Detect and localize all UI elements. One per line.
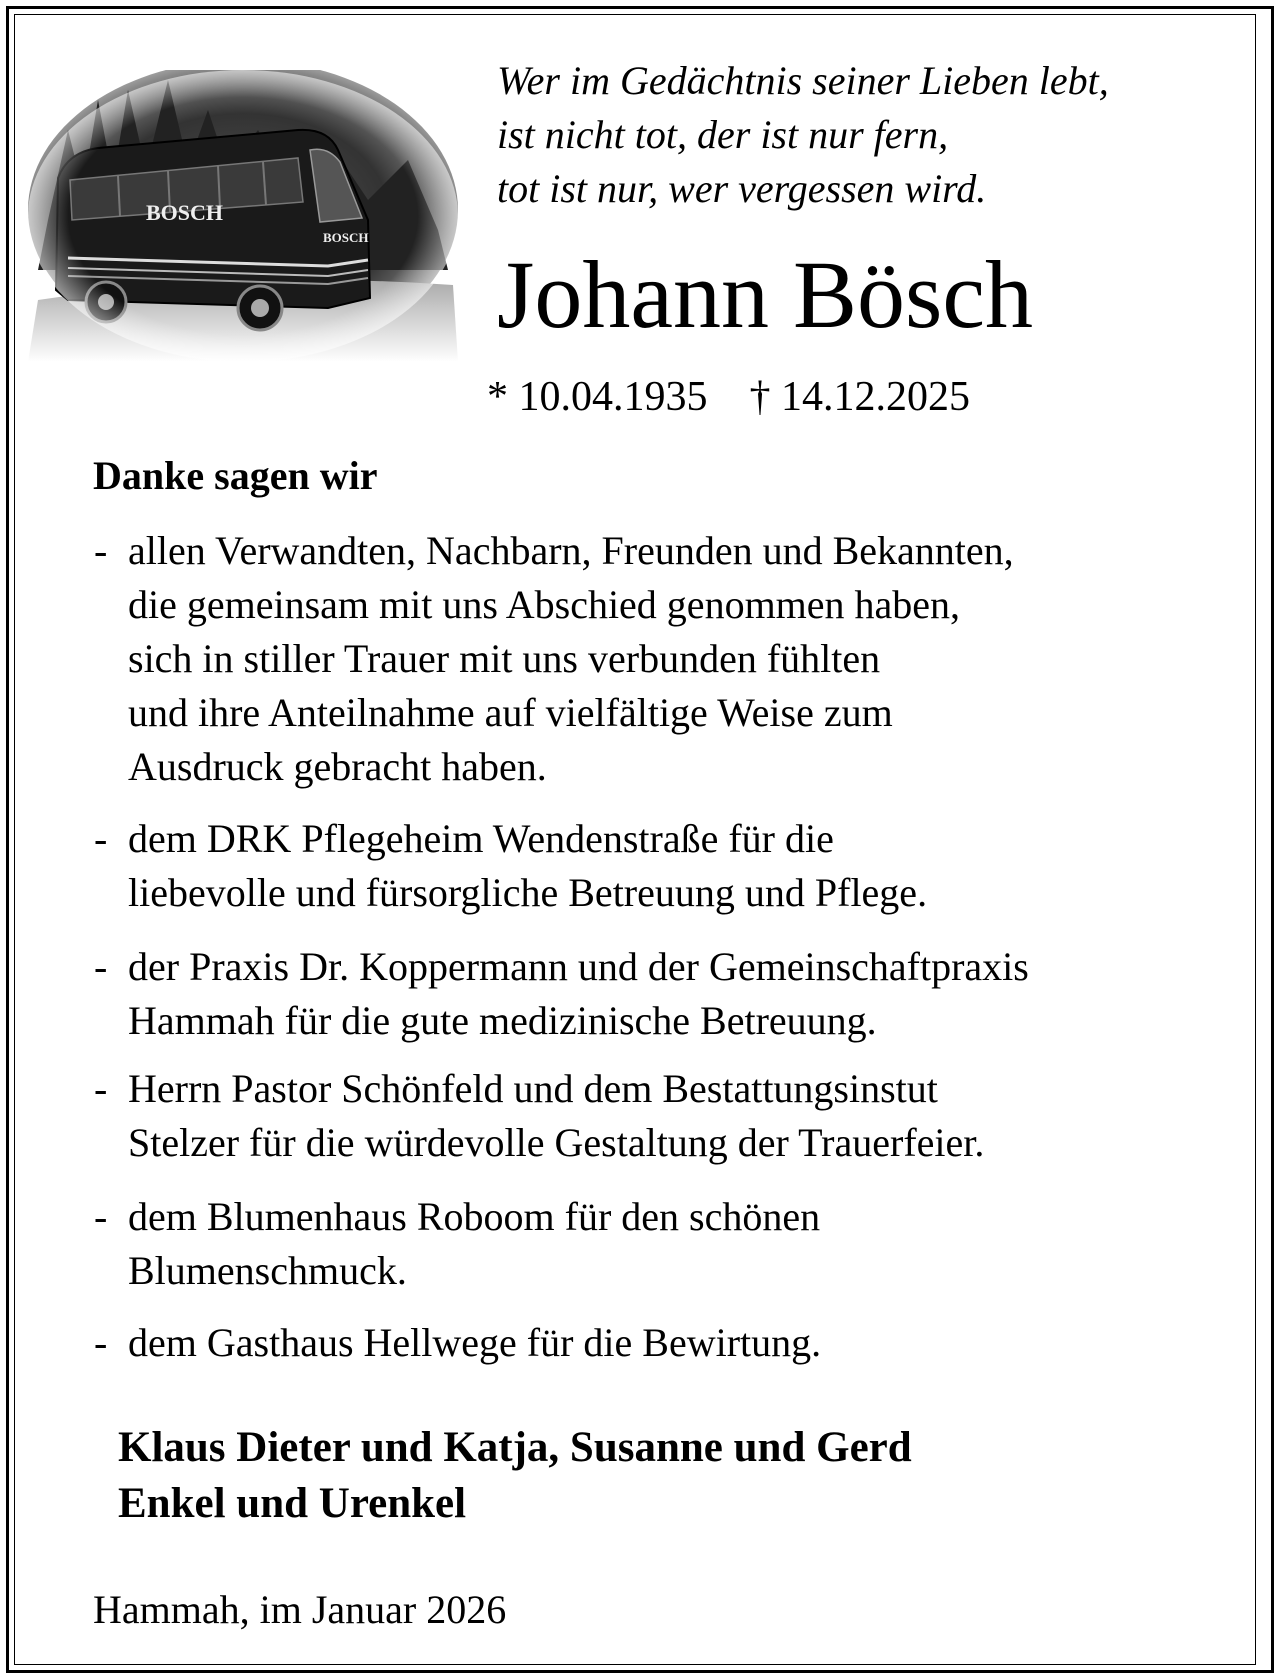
thanks-item xyxy=(94,940,1029,1048)
thanks-line: Ausdruck gebracht haben. xyxy=(128,744,547,789)
thanks-line: sich in stiller Trauer mit uns verbunden fühlten xyxy=(128,636,881,681)
thanks-item xyxy=(94,524,1014,794)
thanks-line: der Praxis Dr. Koppermann und der Gemeinschaftpraxis xyxy=(128,944,1029,989)
place-date: Hammah, im Januar 2026 xyxy=(93,1587,507,1632)
birth-date: * 10.04.1935 xyxy=(487,374,708,420)
thanks-line: Stelzer für die würdevolle Gestaltung der Trauerfeier. xyxy=(128,1120,985,1165)
signature-line: Enkel und Urenkel xyxy=(118,1480,467,1527)
thanks-item xyxy=(94,1316,821,1370)
item-dash: - xyxy=(94,816,108,861)
thanks-line: allen Verwandten, Nachbarn, Freunden und Bekannten, xyxy=(128,528,1014,573)
thanks-line: dem Gasthaus Hellwege für die Bewirtung. xyxy=(128,1320,822,1365)
thanks-line: und ihre Anteilnahme auf vielfältige Weise zum xyxy=(128,690,893,735)
thanks-item xyxy=(94,1062,984,1170)
memorial-quote xyxy=(497,54,1109,216)
thanks-line: die gemeinsam mit uns Abschied genommen haben, xyxy=(128,582,961,627)
signature xyxy=(118,1420,912,1532)
thanks-item xyxy=(94,812,927,920)
item-dash: - xyxy=(94,1320,108,1365)
thanks-line: Hammah für die gute medizinische Betreuung. xyxy=(128,998,877,1043)
item-dash: - xyxy=(94,1194,108,1239)
signature-line: Klaus Dieter und Katja, Susanne und Gerd xyxy=(118,1424,912,1471)
thanks-line: dem Blumenhaus Roboom für den schönen xyxy=(128,1194,821,1239)
thanks-line: Herrn Pastor Schönfeld und dem Bestattungsinstut xyxy=(128,1066,938,1111)
deceased-name: Johann Bösch xyxy=(497,241,1033,348)
death-date: † 14.12.2025 xyxy=(749,374,970,420)
quote-line: ist nicht tot, der ist nur fern, xyxy=(497,112,949,157)
thanks-line: dem DRK Pflegeheim Wendenstraße für die xyxy=(128,816,834,861)
quote-line: tot ist nur, wer vergessen wird. xyxy=(497,166,987,211)
thanks-line: Blumenschmuck. xyxy=(128,1248,407,1293)
thanks-item xyxy=(94,1190,820,1298)
item-dash: - xyxy=(94,944,108,989)
thanks-heading: Danke sagen wir xyxy=(93,453,378,498)
life-dates xyxy=(487,370,970,424)
quote-line: Wer im Gedächtnis seiner Lieben lebt, xyxy=(497,58,1109,103)
item-dash: - xyxy=(94,528,108,573)
thanks-line: liebevolle und fürsorgliche Betreuung und Pflege. xyxy=(128,870,928,915)
item-dash: - xyxy=(94,1066,108,1111)
bus-photo xyxy=(28,70,458,362)
